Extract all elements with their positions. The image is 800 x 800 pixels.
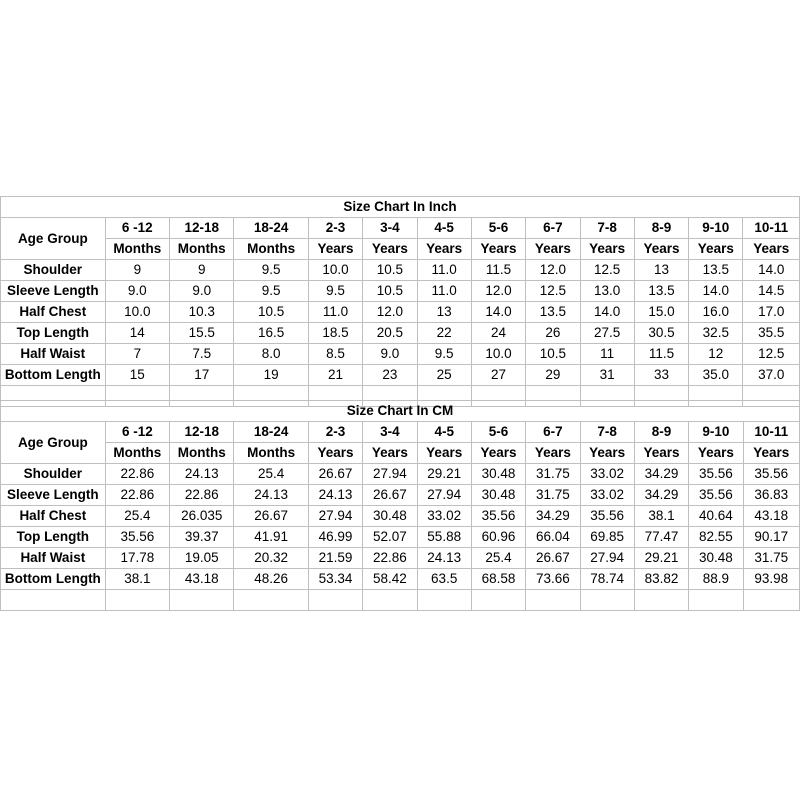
column-header-range: 3-4 <box>363 218 417 239</box>
table-cell: 16.5 <box>234 323 308 344</box>
table-cell: 11.0 <box>417 281 471 302</box>
table-cell: 58.42 <box>363 569 417 590</box>
table-cell: 10.5 <box>234 302 308 323</box>
table-cell: 31 <box>580 365 634 386</box>
table-cell: 24.13 <box>234 485 308 506</box>
chart-title: Size Chart In CM <box>1 401 800 422</box>
table-cell: 35.56 <box>580 506 634 527</box>
blank-cell <box>234 590 308 611</box>
blank-cell <box>580 590 634 611</box>
column-header-unit: Years <box>689 239 743 260</box>
blank-cell <box>363 590 417 611</box>
table-cell: 14.5 <box>743 281 800 302</box>
table-cell: 26.67 <box>234 506 308 527</box>
table-cell: 93.98 <box>743 569 800 590</box>
table-cell: 13.5 <box>634 281 688 302</box>
column-header-unit: Years <box>526 443 580 464</box>
table-cell: 19 <box>234 365 308 386</box>
column-header-unit: Months <box>234 443 308 464</box>
table-cell: 9 <box>105 260 169 281</box>
table-cell: 29.21 <box>417 464 471 485</box>
column-header-unit: Years <box>689 443 743 464</box>
table-cell: 35.56 <box>689 464 743 485</box>
row-label: Bottom Length <box>1 365 106 386</box>
table-cell: 26.67 <box>363 485 417 506</box>
table-cell: 30.48 <box>363 506 417 527</box>
row-label: Sleeve Length <box>1 281 106 302</box>
table-cell: 43.18 <box>170 569 234 590</box>
table-cell: 17.78 <box>105 548 169 569</box>
table-cell: 55.88 <box>417 527 471 548</box>
table-row <box>1 302 800 323</box>
table-cell: 12.5 <box>580 260 634 281</box>
table-cell: 35.56 <box>689 485 743 506</box>
table-cell: 13.0 <box>580 281 634 302</box>
table-cell: 18.5 <box>308 323 362 344</box>
table-cell: 38.1 <box>105 569 169 590</box>
table-cell: 9.0 <box>363 344 417 365</box>
table-row <box>1 527 800 548</box>
column-header-unit: Years <box>580 443 634 464</box>
table-cell: 83.82 <box>634 569 688 590</box>
table-cell: 9.5 <box>417 344 471 365</box>
column-header-unit: Years <box>417 239 471 260</box>
table-row <box>1 323 800 344</box>
table-cell: 30.48 <box>471 464 525 485</box>
table-cell: 11.5 <box>634 344 688 365</box>
table-cell: 16.0 <box>689 302 743 323</box>
table-cell: 34.29 <box>634 485 688 506</box>
table-cell: 34.29 <box>526 506 580 527</box>
table-cell: 39.37 <box>170 527 234 548</box>
column-header-range: 3-4 <box>363 422 417 443</box>
column-header-range: 8-9 <box>634 218 688 239</box>
column-header-unit: Months <box>234 239 308 260</box>
table-cell: 24.13 <box>170 464 234 485</box>
column-header-range: 18-24 <box>234 422 308 443</box>
table-row <box>1 281 800 302</box>
chart-title: Size Chart In Inch <box>1 197 800 218</box>
table-cell: 68.58 <box>471 569 525 590</box>
row-label: Top Length <box>1 527 106 548</box>
column-header-range: 9-10 <box>689 218 743 239</box>
table-cell: 31.75 <box>526 485 580 506</box>
table-cell: 9.0 <box>170 281 234 302</box>
size-table <box>0 196 800 407</box>
blank-cell <box>170 590 234 611</box>
column-header-range: 12-18 <box>170 422 234 443</box>
column-header-range: 10-11 <box>743 422 800 443</box>
table-cell: 25.4 <box>105 506 169 527</box>
table-cell: 12.5 <box>743 344 800 365</box>
table-cell: 21 <box>308 365 362 386</box>
table-cell: 38.1 <box>634 506 688 527</box>
table-cell: 14.0 <box>580 302 634 323</box>
table-cell: 12.5 <box>526 281 580 302</box>
table-cell: 9.5 <box>234 260 308 281</box>
column-header-range: 7-8 <box>580 422 634 443</box>
blank-cell <box>471 590 525 611</box>
table-cell: 14 <box>105 323 169 344</box>
table-cell: 90.17 <box>743 527 800 548</box>
table-cell: 27 <box>471 365 525 386</box>
table-cell: 22 <box>417 323 471 344</box>
blank-cell <box>308 590 362 611</box>
column-header-unit: Months <box>170 443 234 464</box>
table-cell: 9.5 <box>308 281 362 302</box>
column-header-unit: Years <box>363 239 417 260</box>
column-header-unit: Years <box>308 239 362 260</box>
table-row <box>1 506 800 527</box>
column-header-range: 9-10 <box>689 422 743 443</box>
table-cell: 37.0 <box>743 365 800 386</box>
table-cell: 9 <box>170 260 234 281</box>
table-cell: 29.21 <box>634 548 688 569</box>
table-cell: 7 <box>105 344 169 365</box>
table-cell: 22.86 <box>105 485 169 506</box>
table-cell: 7.5 <box>170 344 234 365</box>
blank-cell <box>526 590 580 611</box>
table-cell: 14.0 <box>471 302 525 323</box>
table-cell: 27.94 <box>363 464 417 485</box>
column-header-range: 2-3 <box>308 218 362 239</box>
row-label: Half Waist <box>1 548 106 569</box>
table-cell: 10.0 <box>471 344 525 365</box>
row-label: Sleeve Length <box>1 485 106 506</box>
row-label: Half Chest <box>1 302 106 323</box>
table-cell: 35.56 <box>743 464 800 485</box>
table-cell: 33.02 <box>417 506 471 527</box>
table-cell: 13 <box>417 302 471 323</box>
table-cell: 13.5 <box>526 302 580 323</box>
column-header-range: 10-11 <box>743 218 800 239</box>
table-cell: 13 <box>634 260 688 281</box>
column-header-unit: Years <box>417 443 471 464</box>
table-cell: 35.56 <box>471 506 525 527</box>
table-cell: 27.94 <box>417 485 471 506</box>
table-cell: 33 <box>634 365 688 386</box>
table-cell: 30.5 <box>634 323 688 344</box>
table-cell: 53.34 <box>308 569 362 590</box>
blank-cell <box>417 590 471 611</box>
table-cell: 12.0 <box>471 281 525 302</box>
column-header-range: 6-7 <box>526 218 580 239</box>
table-cell: 15 <box>105 365 169 386</box>
table-cell: 48.26 <box>234 569 308 590</box>
table-cell: 22.86 <box>363 548 417 569</box>
table-cell: 21.59 <box>308 548 362 569</box>
table-cell: 24.13 <box>417 548 471 569</box>
table-cell: 27.94 <box>580 548 634 569</box>
column-header-range: 5-6 <box>471 422 525 443</box>
table-cell: 26.67 <box>526 548 580 569</box>
table-cell: 88.9 <box>689 569 743 590</box>
table-cell: 33.02 <box>580 464 634 485</box>
column-header-range: 7-8 <box>580 218 634 239</box>
table-cell: 33.02 <box>580 485 634 506</box>
table-cell: 35.56 <box>105 527 169 548</box>
size-chart-cm <box>0 400 800 611</box>
table-cell: 17.0 <box>743 302 800 323</box>
table-cell: 30.48 <box>689 548 743 569</box>
table-cell: 77.47 <box>634 527 688 548</box>
blank-cell <box>743 590 800 611</box>
table-cell: 10.3 <box>170 302 234 323</box>
column-header-unit: Months <box>170 239 234 260</box>
blank-cell <box>105 590 169 611</box>
table-row <box>1 569 800 590</box>
column-header-range: 4-5 <box>417 218 471 239</box>
column-header-unit: Months <box>105 239 169 260</box>
table-row <box>1 464 800 485</box>
table-cell: 14.0 <box>743 260 800 281</box>
table-cell: 78.74 <box>580 569 634 590</box>
blank-cell <box>634 590 688 611</box>
column-header-unit: Years <box>471 443 525 464</box>
table-cell: 8.0 <box>234 344 308 365</box>
table-cell: 24 <box>471 323 525 344</box>
row-label: Shoulder <box>1 260 106 281</box>
row-label: Shoulder <box>1 464 106 485</box>
table-cell: 31.75 <box>526 464 580 485</box>
table-cell: 34.29 <box>634 464 688 485</box>
table-cell: 43.18 <box>743 506 800 527</box>
table-cell: 22.86 <box>170 485 234 506</box>
table-cell: 63.5 <box>417 569 471 590</box>
table-cell: 31.75 <box>743 548 800 569</box>
column-header-unit: Years <box>471 239 525 260</box>
table-cell: 25.4 <box>234 464 308 485</box>
table-cell: 41.91 <box>234 527 308 548</box>
table-cell: 30.48 <box>471 485 525 506</box>
table-cell: 46.99 <box>308 527 362 548</box>
table-cell: 29 <box>526 365 580 386</box>
table-cell: 26.035 <box>170 506 234 527</box>
table-cell: 27.5 <box>580 323 634 344</box>
table-row <box>1 365 800 386</box>
table-cell: 17 <box>170 365 234 386</box>
table-cell: 73.66 <box>526 569 580 590</box>
column-header-unit: Years <box>363 443 417 464</box>
column-header-range: 5-6 <box>471 218 525 239</box>
table-cell: 24.13 <box>308 485 362 506</box>
table-cell: 27.94 <box>308 506 362 527</box>
table-cell: 10.5 <box>363 281 417 302</box>
column-header-range: 6 -12 <box>105 422 169 443</box>
row-label: Top Length <box>1 323 106 344</box>
table-cell: 52.07 <box>363 527 417 548</box>
column-header-unit: Years <box>526 239 580 260</box>
table-cell: 10.0 <box>308 260 362 281</box>
table-cell: 35.0 <box>689 365 743 386</box>
column-header-range: 12-18 <box>170 218 234 239</box>
table-cell: 11.0 <box>417 260 471 281</box>
table-cell: 14.0 <box>689 281 743 302</box>
column-header-range: 18-24 <box>234 218 308 239</box>
table-cell: 10.5 <box>363 260 417 281</box>
column-header-unit: Years <box>634 239 688 260</box>
column-header-unit: Years <box>634 443 688 464</box>
column-header-range: 8-9 <box>634 422 688 443</box>
table-cell: 26 <box>526 323 580 344</box>
table-cell: 20.32 <box>234 548 308 569</box>
table-cell: 66.04 <box>526 527 580 548</box>
blank-cell <box>689 590 743 611</box>
table-cell: 23 <box>363 365 417 386</box>
table-cell: 12.0 <box>526 260 580 281</box>
column-header-range: 6-7 <box>526 422 580 443</box>
age-group-header: Age Group <box>1 218 106 260</box>
size-chart-inch <box>0 196 800 407</box>
table-cell: 13.5 <box>689 260 743 281</box>
column-header-unit: Years <box>580 239 634 260</box>
table-row <box>1 344 800 365</box>
table-cell: 25 <box>417 365 471 386</box>
table-cell: 40.64 <box>689 506 743 527</box>
size-table <box>0 400 800 611</box>
table-cell: 10.0 <box>105 302 169 323</box>
table-cell: 8.5 <box>308 344 362 365</box>
table-row <box>1 260 800 281</box>
table-cell: 60.96 <box>471 527 525 548</box>
table-cell: 69.85 <box>580 527 634 548</box>
table-cell: 12 <box>689 344 743 365</box>
table-cell: 15.0 <box>634 302 688 323</box>
table-cell: 82.55 <box>689 527 743 548</box>
column-header-range: 4-5 <box>417 422 471 443</box>
table-cell: 20.5 <box>363 323 417 344</box>
table-row <box>1 548 800 569</box>
table-cell: 36.83 <box>743 485 800 506</box>
table-cell: 25.4 <box>471 548 525 569</box>
table-cell: 11.0 <box>308 302 362 323</box>
table-cell: 9.5 <box>234 281 308 302</box>
table-cell: 32.5 <box>689 323 743 344</box>
table-cell: 35.5 <box>743 323 800 344</box>
table-cell: 11 <box>580 344 634 365</box>
row-label: Bottom Length <box>1 569 106 590</box>
row-label: Half Chest <box>1 506 106 527</box>
column-header-range: 2-3 <box>308 422 362 443</box>
column-header-unit: Years <box>743 239 800 260</box>
table-row <box>1 485 800 506</box>
table-cell: 26.67 <box>308 464 362 485</box>
table-cell: 10.5 <box>526 344 580 365</box>
table-cell: 11.5 <box>471 260 525 281</box>
blank-cell <box>1 590 106 611</box>
table-cell: 9.0 <box>105 281 169 302</box>
age-group-header: Age Group <box>1 422 106 464</box>
column-header-range: 6 -12 <box>105 218 169 239</box>
table-cell: 22.86 <box>105 464 169 485</box>
table-cell: 12.0 <box>363 302 417 323</box>
row-label: Half Waist <box>1 344 106 365</box>
column-header-unit: Years <box>308 443 362 464</box>
table-cell: 19.05 <box>170 548 234 569</box>
column-header-unit: Months <box>105 443 169 464</box>
table-cell: 15.5 <box>170 323 234 344</box>
column-header-unit: Years <box>743 443 800 464</box>
